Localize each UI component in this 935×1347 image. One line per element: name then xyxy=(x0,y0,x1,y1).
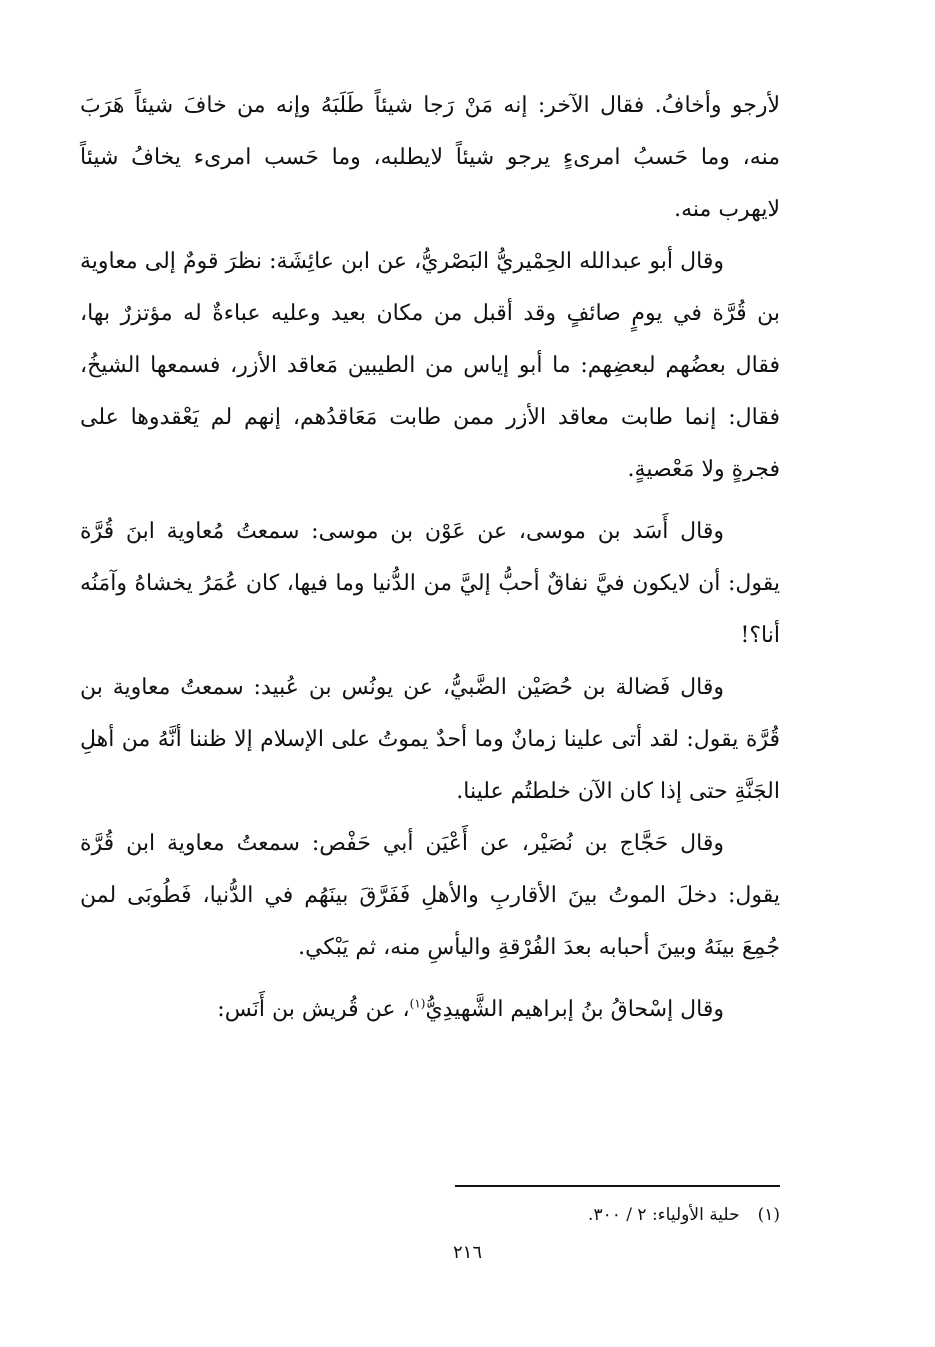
paragraph-3: وقال أَسَد بن موسى، عن عَوْن بن موسى: سمعتُ مُعاوية ابنَ قُرَّة يقول: أن لايكون فيَّ نفاقٌ أحبُّ إليَّ من الدُّنيا وما فيها، كان عُمَرُ يخشاهُ وآمَنُه أنا؟! xyxy=(80,519,780,648)
paragraph-1: لأرجو وأخافُ. فقال الآخر: إنه مَنْ رَجا شيئاً طَلَبَهُ وإنه من خافَ شيئاً هَرَبَ منه، وما حَسبُ امرىءٍ يرجو شيئاً لايطلبه، وما حَسب امرىء يخافُ شيئاً لايهرب منه. xyxy=(80,93,780,222)
paragraph-4: وقال فَضالة بن حُصَيْن الضَّبيُّ، عن يونُس بن عُبيد: سمعتُ معاوية بن قُرَّة يقول: لقد أتى علينا زمانٌ وما أحدٌ يموتُ على الإسلام إلا ظننا أنَّهُ من أهلِ الجَنَّةِ حتى إذا كان الآن خلطتُم علينا. xyxy=(80,675,780,804)
footnote-divider xyxy=(455,1185,780,1187)
footnote xyxy=(588,1202,780,1228)
paragraph-gap xyxy=(80,974,780,984)
paragraph-5: وقال حَجَّاج بن نُصَيْر، عن أَعْيَن أبي حَفْص: سمعتُ معاوية ابن قُرَّة يقول: دخلَ الموتُ بينَ الأقاربِ والأهلِ فَفَرَّقَ بينَهُم في الدُّنيا، فَطُوبَى لمن جُمِعَ بينَهُ وبينَ أحبابه بعدَ الفُرْقةِ واليأسِ منه، ثم يَبْكي. xyxy=(80,831,780,960)
paragraph-gap xyxy=(80,496,780,506)
page-number: ٢١٦ xyxy=(452,1242,482,1263)
footnote-reference: (١) xyxy=(409,996,426,1011)
footnote-text: حلية الأولياء: ٢ / ٣٠٠. xyxy=(588,1205,740,1225)
paragraph-6-text: وقال إسْحاقُ بنُ إبراهيم الشَّهيدِيُّ xyxy=(425,997,724,1022)
main-text xyxy=(80,80,780,1036)
paragraph-6 xyxy=(80,984,780,1036)
paragraph-6-text-end: ، عن قُريش بن أَنَس: xyxy=(217,997,410,1022)
footnote-number: (١) xyxy=(757,1205,780,1225)
paragraph-2: وقال أبو عبدالله الحِمْيريُّ البَصْريُّ، عن ابن عائِشَة: نظرَ قومٌ إلى معاوية بن قُرَّة في يومٍ صائفٍ وقد أقبل من مكان بعيد وعليه عباءةٌ له مؤتزرٌ بها، فقال بعضُهم لبعضِهم: ما أبو إياس من الطيبين مَعاقد الأزر، فسمعها الشيخُ، فقال: إنما طابت معاقد الأزر ممن طابت مَعَاقدُهم، إنهم لم يَعْقدوها على فجرةٍ ولا مَعْصيةٍ. xyxy=(80,249,780,482)
